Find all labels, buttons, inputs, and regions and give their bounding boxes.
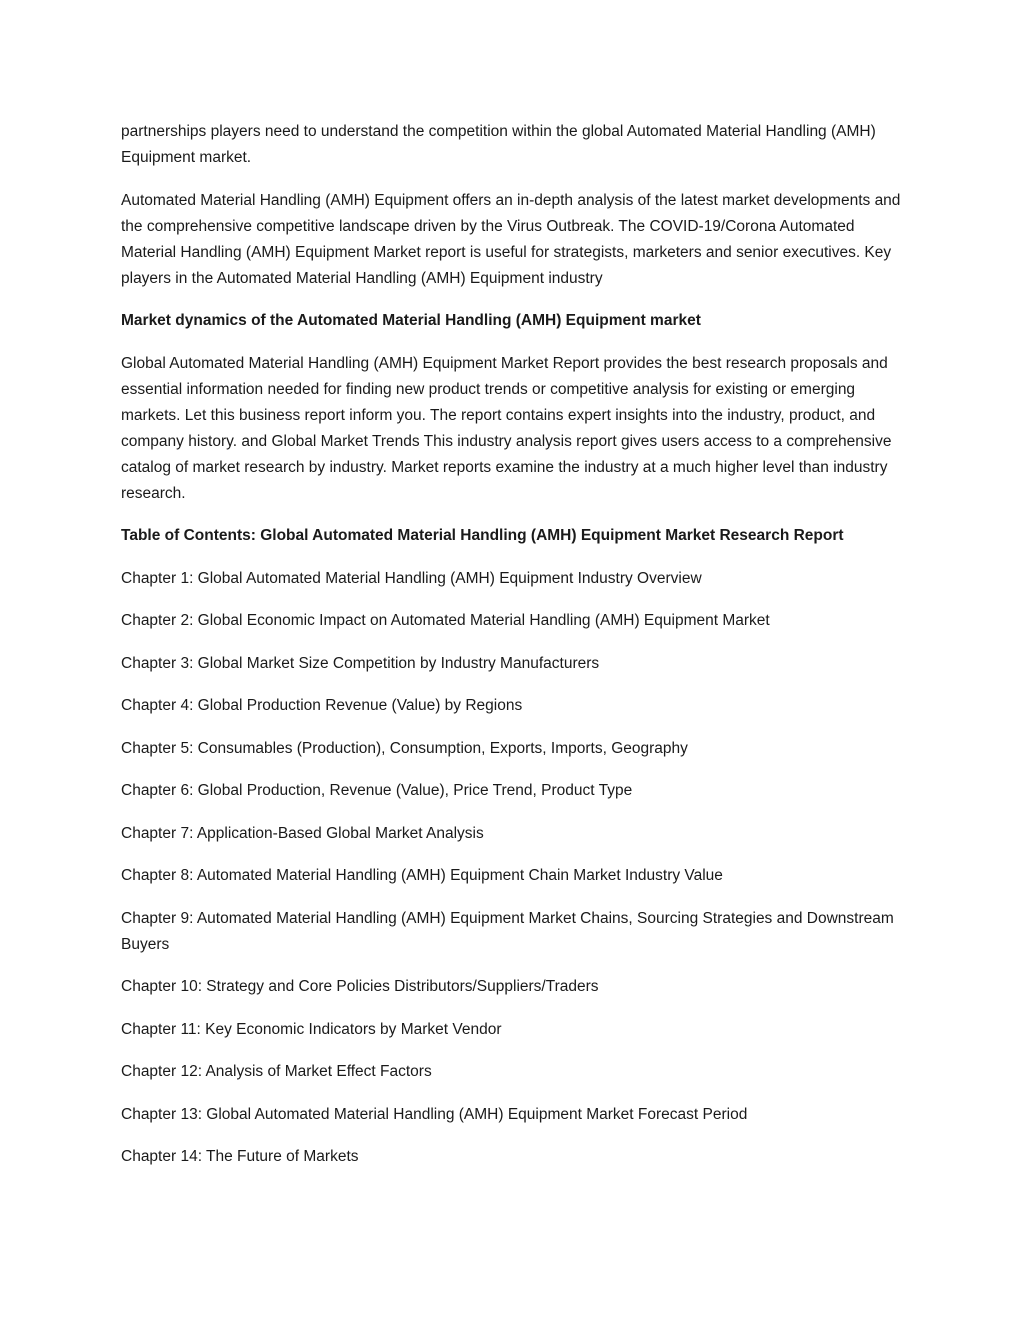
toc-list [121,566,906,1171]
document-page [121,119,906,1187]
toc-item: Chapter 13: Global Automated Material Handling (AMH) Equipment Market Forecast Period [121,1105,748,1123]
toc-item: Chapter 14: The Future of Markets [121,1148,359,1165]
toc-item: Chapter 11: Key Economic Indicators by Market Vendor [121,1020,502,1038]
toc-item: Chapter 9: Automated Material Handling (AMH) Equipment Market Chains, Sourcing Strategies and Downstream Buyers [121,909,894,953]
market-dynamics-paragraph: Global Automated Material Handling (AMH) Equipment Market Report provides the best research proposals and essential information needed for finding new product trends or competitive analysis for existing or emerging markets. Let this business report inform you. The report contains expert insights into the industry, product, and company history. and Global Market Trends This industry analysis report gives users access to a comprehensive catalog of market research by industry. Market reports examine the industry at a much higher level than industry research. [121,354,892,502]
toc-heading: Table of Contents: Global Automated Material Handling (AMH) Equipment Market Research Report [121,527,844,544]
toc-item: Chapter 2: Global Economic Impact on Automated Material Handling (AMH) Equipment Market [121,612,770,629]
overview-paragraph: Automated Material Handling (AMH) Equipment offers an in-depth analysis of the latest market developments and the comprehensive competitive landscape driven by the Virus Outbreak. The COVID-19/Corona Automated Material Handling (AMH) Equipment Market report is useful for strategists, marketers and senior executives. Key players in the Automated Material Handling (AMH) Equipment industry [121,191,901,287]
toc-item: Chapter 3: Global Market Size Competition by Industry Manufacturers [121,654,600,672]
intro-paragraph-continued: partnerships players need to understand the competition within the global Automated Material Handling (AMH) Equipment market. [121,123,876,166]
toc-item: Chapter 7: Application-Based Global Market Analysis [121,824,484,842]
toc-item: Chapter 8: Automated Material Handling (AMH) Equipment Chain Market Industry Value [121,867,723,884]
toc-item: Chapter 6: Global Production, Revenue (Value), Price Trend, Product Type [121,782,633,799]
toc-item: Chapter 5: Consumables (Production), Consumption, Exports, Imports, Geography [121,739,688,757]
toc-item: Chapter 10: Strategy and Core Policies Distributors/Suppliers/Traders [121,978,599,995]
toc-item: Chapter 1: Global Automated Material Handling (AMH) Equipment Industry Overview [121,569,702,587]
toc-item: Chapter 4: Global Production Revenue (Value) by Regions [121,697,523,714]
market-dynamics-heading: Market dynamics of the Automated Material Handling (AMH) Equipment market [121,312,701,329]
toc-item: Chapter 12: Analysis of Market Effect Factors [121,1063,432,1080]
